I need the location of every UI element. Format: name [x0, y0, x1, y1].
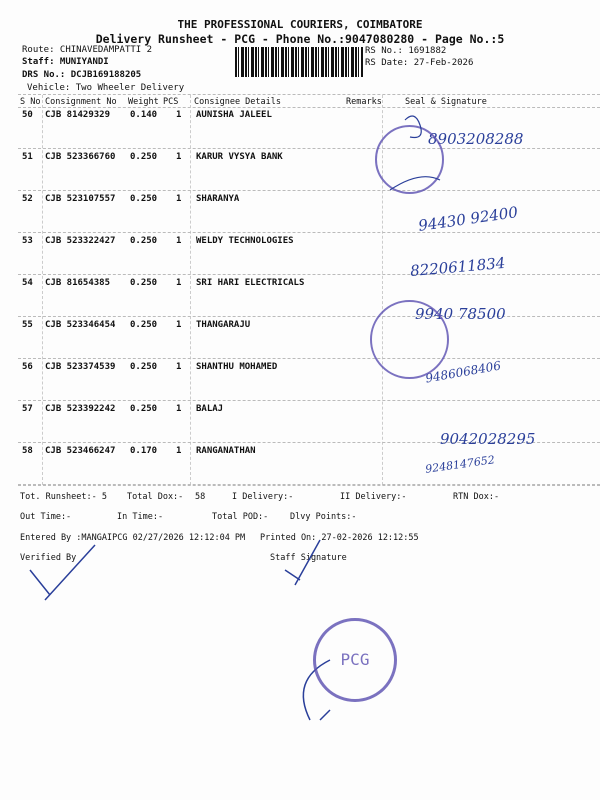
row-name: SRI HARI ELECTRICALS — [196, 278, 305, 288]
row-wt: 0.250 — [130, 278, 158, 288]
row-pcs: 1 — [176, 152, 182, 162]
row-sno: 51 — [22, 152, 33, 162]
total-dox: Total Dox:- — [127, 492, 184, 502]
row-wt: 0.140 — [130, 110, 158, 120]
handwritten-phone: 8903208288 — [428, 130, 524, 148]
handwritten-phone: 9248147652 — [424, 453, 496, 476]
row-cn: CJB 523322427 — [45, 236, 116, 246]
staff: Staff: MUNIYANDI — [22, 57, 109, 67]
row-name: THANGARAJU — [196, 320, 251, 330]
printed-on: Printed On: 27-02-2026 12:12:55 — [260, 533, 419, 543]
row-cn: CJB 523346454 — [45, 320, 116, 330]
row-sno: 56 — [22, 362, 33, 372]
row-wt: 0.250 — [130, 320, 158, 330]
handwritten-phone: 8220611834 — [409, 253, 507, 281]
row-sno: 57 — [22, 404, 33, 414]
row-wt: 0.250 — [130, 236, 158, 246]
row-name: RANGANATHAN — [196, 446, 256, 456]
row-pcs: 1 — [176, 362, 182, 372]
col-seal: Seal & Signature — [405, 97, 487, 107]
row-wt: 0.250 — [130, 404, 158, 414]
ii-delivery: II Delivery:- — [340, 492, 407, 502]
col-remarks: Remarks — [346, 97, 382, 107]
row-name: SHANTHU MOHAMED — [196, 362, 278, 372]
row-cn: CJB 523366760 — [45, 152, 116, 162]
row-wt: 0.170 — [130, 446, 158, 456]
row-name: BALAJ — [196, 404, 224, 414]
row-pcs: 1 — [176, 446, 182, 456]
handwritten-phone: 9486068406 — [424, 358, 502, 386]
runsheet-subtitle: Delivery Runsheet - PCG - Phone No.:9047080280 - Page No.:5 — [95, 32, 505, 46]
pcg-stamp — [313, 618, 397, 702]
out-time: Out Time:- — [20, 512, 72, 522]
col-consignment: Consignment No — [45, 97, 117, 107]
row-cn: CJB 81429329 — [45, 110, 111, 120]
row-wt: 0.250 — [130, 362, 158, 372]
row-cn: CJB 523466247 — [45, 446, 116, 456]
route: Route: CHINAVEDAMPATTI 2 — [22, 45, 153, 55]
row-cn: CJB 523107557 — [45, 194, 116, 204]
row-pcs: 1 — [176, 236, 182, 246]
col-weight: Weight — [128, 97, 159, 107]
pcg-stamp-text: PCG — [340, 650, 370, 669]
row-sno: 58 — [22, 446, 33, 456]
row-sno: 50 — [22, 110, 33, 120]
col-consignee: Consignee Details — [194, 97, 281, 107]
rs-no: RS No.: 1691882 — [365, 46, 447, 56]
row-sno: 54 — [22, 278, 33, 288]
total-dox-value: 58 — [195, 492, 206, 502]
row-wt: 0.250 — [130, 152, 158, 162]
in-time: In Time:- — [117, 512, 164, 522]
tot-runsheet: Tot. Runsheet:- 5 — [20, 492, 107, 502]
row-name: SHARANYA — [196, 194, 240, 204]
row-pcs: 1 — [176, 194, 182, 204]
row-pcs: 1 — [176, 110, 182, 120]
row-name: AUNISHA JALEEL — [196, 110, 272, 120]
row-pcs: 1 — [176, 278, 182, 288]
i-delivery: I Delivery:- — [232, 492, 294, 502]
total-pod: Total POD:- — [212, 512, 269, 522]
row-pcs: 1 — [176, 320, 182, 330]
company-title: THE PROFESSIONAL COURIERS, COIMBATORE — [177, 18, 423, 31]
dlvy-points: Dlvy Points:- — [290, 512, 357, 522]
col-sno: S No — [20, 97, 41, 107]
col-pcs: PCS — [163, 97, 179, 107]
row-pcs: 1 — [176, 404, 182, 414]
rtn-dox: RTN Dox:- — [453, 492, 500, 502]
rs-date: RS Date: 27-Feb-2026 — [365, 58, 474, 68]
row-name: WELDY TECHNOLOGIES — [196, 236, 294, 246]
row-name: KARUR VYSYA BANK — [196, 152, 283, 162]
staff-signature: Staff Signature — [270, 553, 347, 563]
row-cn: CJB 523374539 — [45, 362, 116, 372]
entered-by: Entered By :MANGAIPCG 02/27/2026 12:12:04 PM — [20, 533, 246, 543]
drs-no: DRS No.: DCJB169188205 — [22, 70, 142, 80]
verified-by: Verified By — [20, 553, 77, 563]
row-sno: 53 — [22, 236, 33, 246]
row-wt: 0.250 — [130, 194, 158, 204]
handwritten-phone: 9940 78500 — [415, 305, 506, 323]
row-cn: CJB 523392242 — [45, 404, 116, 414]
handwritten-phone: 9042028295 — [440, 430, 536, 448]
row-cn: CJB 81654385 — [45, 278, 111, 288]
handwritten-phone: 94430 92400 — [417, 203, 519, 235]
vehicle: Vehicle: Two Wheeler Delivery — [27, 83, 185, 93]
row-sno: 52 — [22, 194, 33, 204]
row-sno: 55 — [22, 320, 33, 330]
